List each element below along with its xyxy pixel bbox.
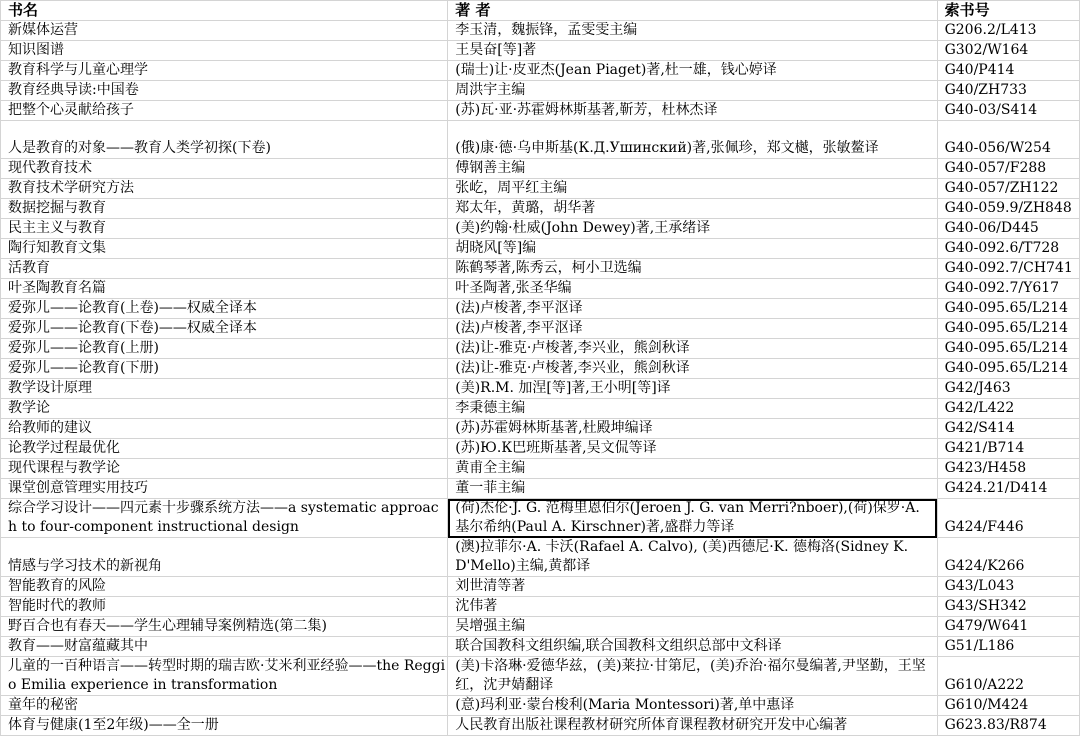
author-cell[interactable]: 刘世清等著 — [448, 577, 937, 597]
call-number-cell[interactable]: G610/A222 — [937, 657, 1079, 696]
table-row — [1, 81, 1080, 101]
table-row — [1, 179, 1080, 199]
title-cell[interactable]: 教育技术学研究方法 — [1, 179, 448, 199]
table-row — [1, 299, 1080, 319]
title-cell[interactable]: 数据挖掘与教育 — [1, 199, 448, 219]
author-cell[interactable]: (苏)苏霍姆林斯基著,杜殿坤编译 — [448, 419, 937, 439]
author-cell[interactable]: 郑太年，黄璐，胡华著 — [448, 199, 937, 219]
author-cell[interactable]: 叶圣陶著,张圣华编 — [448, 279, 937, 299]
title-cell[interactable]: 知识图谱 — [1, 41, 448, 61]
author-cell[interactable]: 黄甫全主编 — [448, 459, 937, 479]
author-cell[interactable]: (美)卡洛琳·爱德华兹，(美)莱拉·甘第尼，(美)乔治·福尔曼编著,尹坚勤，王坚红，沈尹婧翻译 — [448, 657, 937, 696]
author-cell[interactable]: (俄)康·德·乌申斯基(К.Д.Ушинский)著,张佩珍，郑文樾，张敏鳌译 — [448, 121, 937, 159]
table-row — [1, 379, 1080, 399]
title-cell[interactable]: 教育科学与儿童心理学 — [1, 61, 448, 81]
title-cell[interactable]: 综合学习设计——四元素十步骤系统方法——a systematic approach to four-component instructional design — [1, 499, 448, 538]
title-cell[interactable]: 智能教育的风险 — [1, 577, 448, 597]
header-title-cell[interactable]: 书名 — [1, 1, 448, 21]
author-cell[interactable]: 人民教育出版社课程教材研究所体育课程教材研究开发中心编著 — [448, 716, 937, 736]
title-cell[interactable]: 体育与健康(1至2年级)——全一册 — [1, 716, 448, 736]
table-row — [1, 538, 1080, 577]
call-number-cell[interactable]: G623.83/R874 — [937, 716, 1079, 736]
table-row — [1, 637, 1080, 657]
title-cell[interactable]: 童年的秘密 — [1, 696, 448, 716]
call-number-cell[interactable]: G40-092.7/Y617 — [937, 279, 1079, 299]
table-row — [1, 319, 1080, 339]
call-number-cell[interactable]: G40-095.65/L214 — [937, 299, 1079, 319]
title-cell[interactable]: 课堂创意管理实用技巧 — [1, 479, 448, 499]
call-number-cell[interactable]: G40-03/S414 — [937, 101, 1079, 121]
title-cell[interactable]: 论教学过程最优化 — [1, 439, 448, 459]
call-number-cell[interactable]: G40-06/D445 — [937, 219, 1079, 239]
author-cell[interactable]: 王昊奋[等]著 — [448, 41, 937, 61]
call-number-cell[interactable]: G40-095.65/L214 — [937, 319, 1079, 339]
author-cell[interactable]: 周洪宇主编 — [448, 81, 937, 101]
table-row — [1, 101, 1080, 121]
title-cell[interactable]: 教学论 — [1, 399, 448, 419]
table-row — [1, 439, 1080, 459]
table-row — [1, 121, 1080, 159]
title-cell[interactable]: 人是教育的对象——教育人类学初探(下卷) — [1, 121, 448, 159]
call-number-cell[interactable]: G40-092.6/T728 — [937, 239, 1079, 259]
call-number-cell[interactable]: G424/K266 — [937, 538, 1079, 577]
table-row — [1, 339, 1080, 359]
author-cell[interactable]: (法)卢梭著,李平沤译 — [448, 299, 937, 319]
title-cell[interactable]: 教育经典导读:中国卷 — [1, 81, 448, 101]
title-cell[interactable]: 给教师的建议 — [1, 419, 448, 439]
call-number-cell[interactable]: G43/SH342 — [937, 597, 1079, 617]
table-row — [1, 577, 1080, 597]
table-row — [1, 597, 1080, 617]
title-cell[interactable]: 民主主义与教育 — [1, 219, 448, 239]
call-number-cell[interactable]: G424/F446 — [937, 499, 1079, 538]
author-cell[interactable]: 陈鹤琴著,陈秀云，柯小卫选编 — [448, 259, 937, 279]
author-cell[interactable]: 李秉德主编 — [448, 399, 937, 419]
call-number-cell[interactable]: G302/W164 — [937, 41, 1079, 61]
title-cell[interactable]: 活教育 — [1, 259, 448, 279]
table-row — [1, 21, 1080, 41]
call-number-cell[interactable]: G421/B714 — [937, 439, 1079, 459]
call-number-cell[interactable]: G42/S414 — [937, 419, 1079, 439]
title-cell[interactable]: 智能时代的教师 — [1, 597, 448, 617]
author-cell[interactable]: 胡晓风[等]编 — [448, 239, 937, 259]
author-cell[interactable]: (苏)瓦·亚·苏霍姆林斯基著,靳芳，杜林杰译 — [448, 101, 937, 121]
title-cell[interactable]: 爱弥儿——论教育(上册) — [1, 339, 448, 359]
title-cell[interactable]: 爱弥儿——论教育(上卷)——权威全译本 — [1, 299, 448, 319]
header-call-number-cell[interactable]: 索书号 — [937, 1, 1079, 21]
table-row — [1, 359, 1080, 379]
author-cell[interactable]: (苏)Ю.К巴班斯基著,吴文侃等译 — [448, 439, 937, 459]
call-number-cell[interactable]: G479/W641 — [937, 617, 1079, 637]
author-cell[interactable]: 董一菲主编 — [448, 479, 937, 499]
header-row — [1, 1, 1080, 21]
table-row — [1, 219, 1080, 239]
title-cell[interactable]: 把整个心灵献给孩子 — [1, 101, 448, 121]
title-cell[interactable]: 新媒体运营 — [1, 21, 448, 41]
call-number-cell[interactable]: G40-059.9/ZH848 — [937, 199, 1079, 219]
table-row — [1, 399, 1080, 419]
author-cell[interactable]: 傅钢善主编 — [448, 159, 937, 179]
call-number-cell[interactable]: G40/P414 — [937, 61, 1079, 81]
call-number-cell[interactable]: G40-095.65/L214 — [937, 359, 1079, 379]
author-cell[interactable]: (澳)拉菲尔·A. 卡沃(Rafael A. Calvo), (美)西德尼·K. 德梅洛(Sidney K. D'Mello)主编,黄都译 — [448, 538, 937, 577]
title-cell[interactable]: 野百合也有春天——学生心理辅导案例精选(第二集) — [1, 617, 448, 637]
author-cell[interactable]: (美)约翰·杜威(John Dewey)著,王承绪译 — [448, 219, 937, 239]
call-number-cell[interactable]: G40-057/ZH122 — [937, 179, 1079, 199]
call-number-cell[interactable]: G206.2/L413 — [937, 21, 1079, 41]
call-number-cell[interactable]: G42/L422 — [937, 399, 1079, 419]
title-cell[interactable]: 现代教育技术 — [1, 159, 448, 179]
table-row — [1, 459, 1080, 479]
author-cell[interactable]: (法)让-雅克·卢梭著,李兴业，熊剑秋译 — [448, 359, 937, 379]
title-cell[interactable]: 教学设计原理 — [1, 379, 448, 399]
author-cell[interactable]: 联合国教科文组织编,联合国教科文组织总部中文科译 — [448, 637, 937, 657]
table-body — [1, 1, 1080, 736]
title-cell[interactable]: 现代课程与教学论 — [1, 459, 448, 479]
title-cell[interactable]: 叶圣陶教育名篇 — [1, 279, 448, 299]
title-cell[interactable]: 儿童的一百种语言——转型时期的瑞吉欧·艾米利亚经验——the Reggio Emilia experience in transformation — [1, 657, 448, 696]
table-row — [1, 716, 1080, 736]
table-row — [1, 279, 1080, 299]
author-cell[interactable]: (法)卢梭著,李平沤译 — [448, 319, 937, 339]
title-cell[interactable]: 陶行知教育文集 — [1, 239, 448, 259]
call-number-cell[interactable]: G40-057/F288 — [937, 159, 1079, 179]
call-number-cell[interactable]: G42/J463 — [937, 379, 1079, 399]
call-number-cell[interactable]: G43/L043 — [937, 577, 1079, 597]
call-number-cell[interactable]: G40-095.65/L214 — [937, 339, 1079, 359]
call-number-cell[interactable]: G423/H458 — [937, 459, 1079, 479]
table-row — [1, 479, 1080, 499]
title-cell[interactable]: 爱弥儿——论教育(下册) — [1, 359, 448, 379]
title-cell[interactable]: 教育——财富蕴藏其中 — [1, 637, 448, 657]
call-number-cell[interactable]: G51/L186 — [937, 637, 1079, 657]
author-cell[interactable]: 张屹，周平红主编 — [448, 179, 937, 199]
author-cell[interactable]: (瑞士)让·皮亚杰(Jean Piaget)著,杜一雄，钱心婷译 — [448, 61, 937, 81]
call-number-cell[interactable]: G610/M424 — [937, 696, 1079, 716]
table-row — [1, 419, 1080, 439]
table-row — [1, 499, 1080, 538]
table-row — [1, 199, 1080, 219]
title-cell[interactable]: 情感与学习技术的新视角 — [1, 538, 448, 577]
header-author-cell[interactable]: 著 者 — [448, 1, 937, 21]
call-number-cell[interactable]: G424.21/D414 — [937, 479, 1079, 499]
table-row — [1, 61, 1080, 81]
call-number-cell[interactable]: G40-056/W254 — [937, 121, 1079, 159]
call-number-cell[interactable]: G40-092.7/CH741 — [937, 259, 1079, 279]
table-row — [1, 617, 1080, 637]
author-cell[interactable]: (意)玛利亚·蒙台梭利(Maria Montessori)著,单中惠译 — [448, 696, 937, 716]
author-cell[interactable]: 李玉清，魏振锋，孟雯雯主编 — [448, 21, 937, 41]
table-row — [1, 159, 1080, 179]
table-row — [1, 41, 1080, 61]
table-row — [1, 239, 1080, 259]
call-number-cell[interactable]: G40/ZH733 — [937, 81, 1079, 101]
author-cell[interactable]: 沈伟著 — [448, 597, 937, 617]
author-cell[interactable]: (法)让-雅克·卢梭著,李兴业，熊剑秋译 — [448, 339, 937, 359]
author-cell[interactable]: (荷)杰伦·J. G. 范梅里恩伯尔(Jeroen J. G. van Merri?nboer),(荷)保罗·A. 基尔希纳(Paul A. Kirschner)著,盛群力等译 — [448, 499, 937, 538]
author-cell[interactable]: 吴增强主编 — [448, 617, 937, 637]
author-cell[interactable]: (美)R.M. 加涅[等]著,王小明[等]译 — [448, 379, 937, 399]
title-cell[interactable]: 爱弥儿——论教育(下卷)——权威全译本 — [1, 319, 448, 339]
table-row — [1, 657, 1080, 696]
table-row — [1, 259, 1080, 279]
